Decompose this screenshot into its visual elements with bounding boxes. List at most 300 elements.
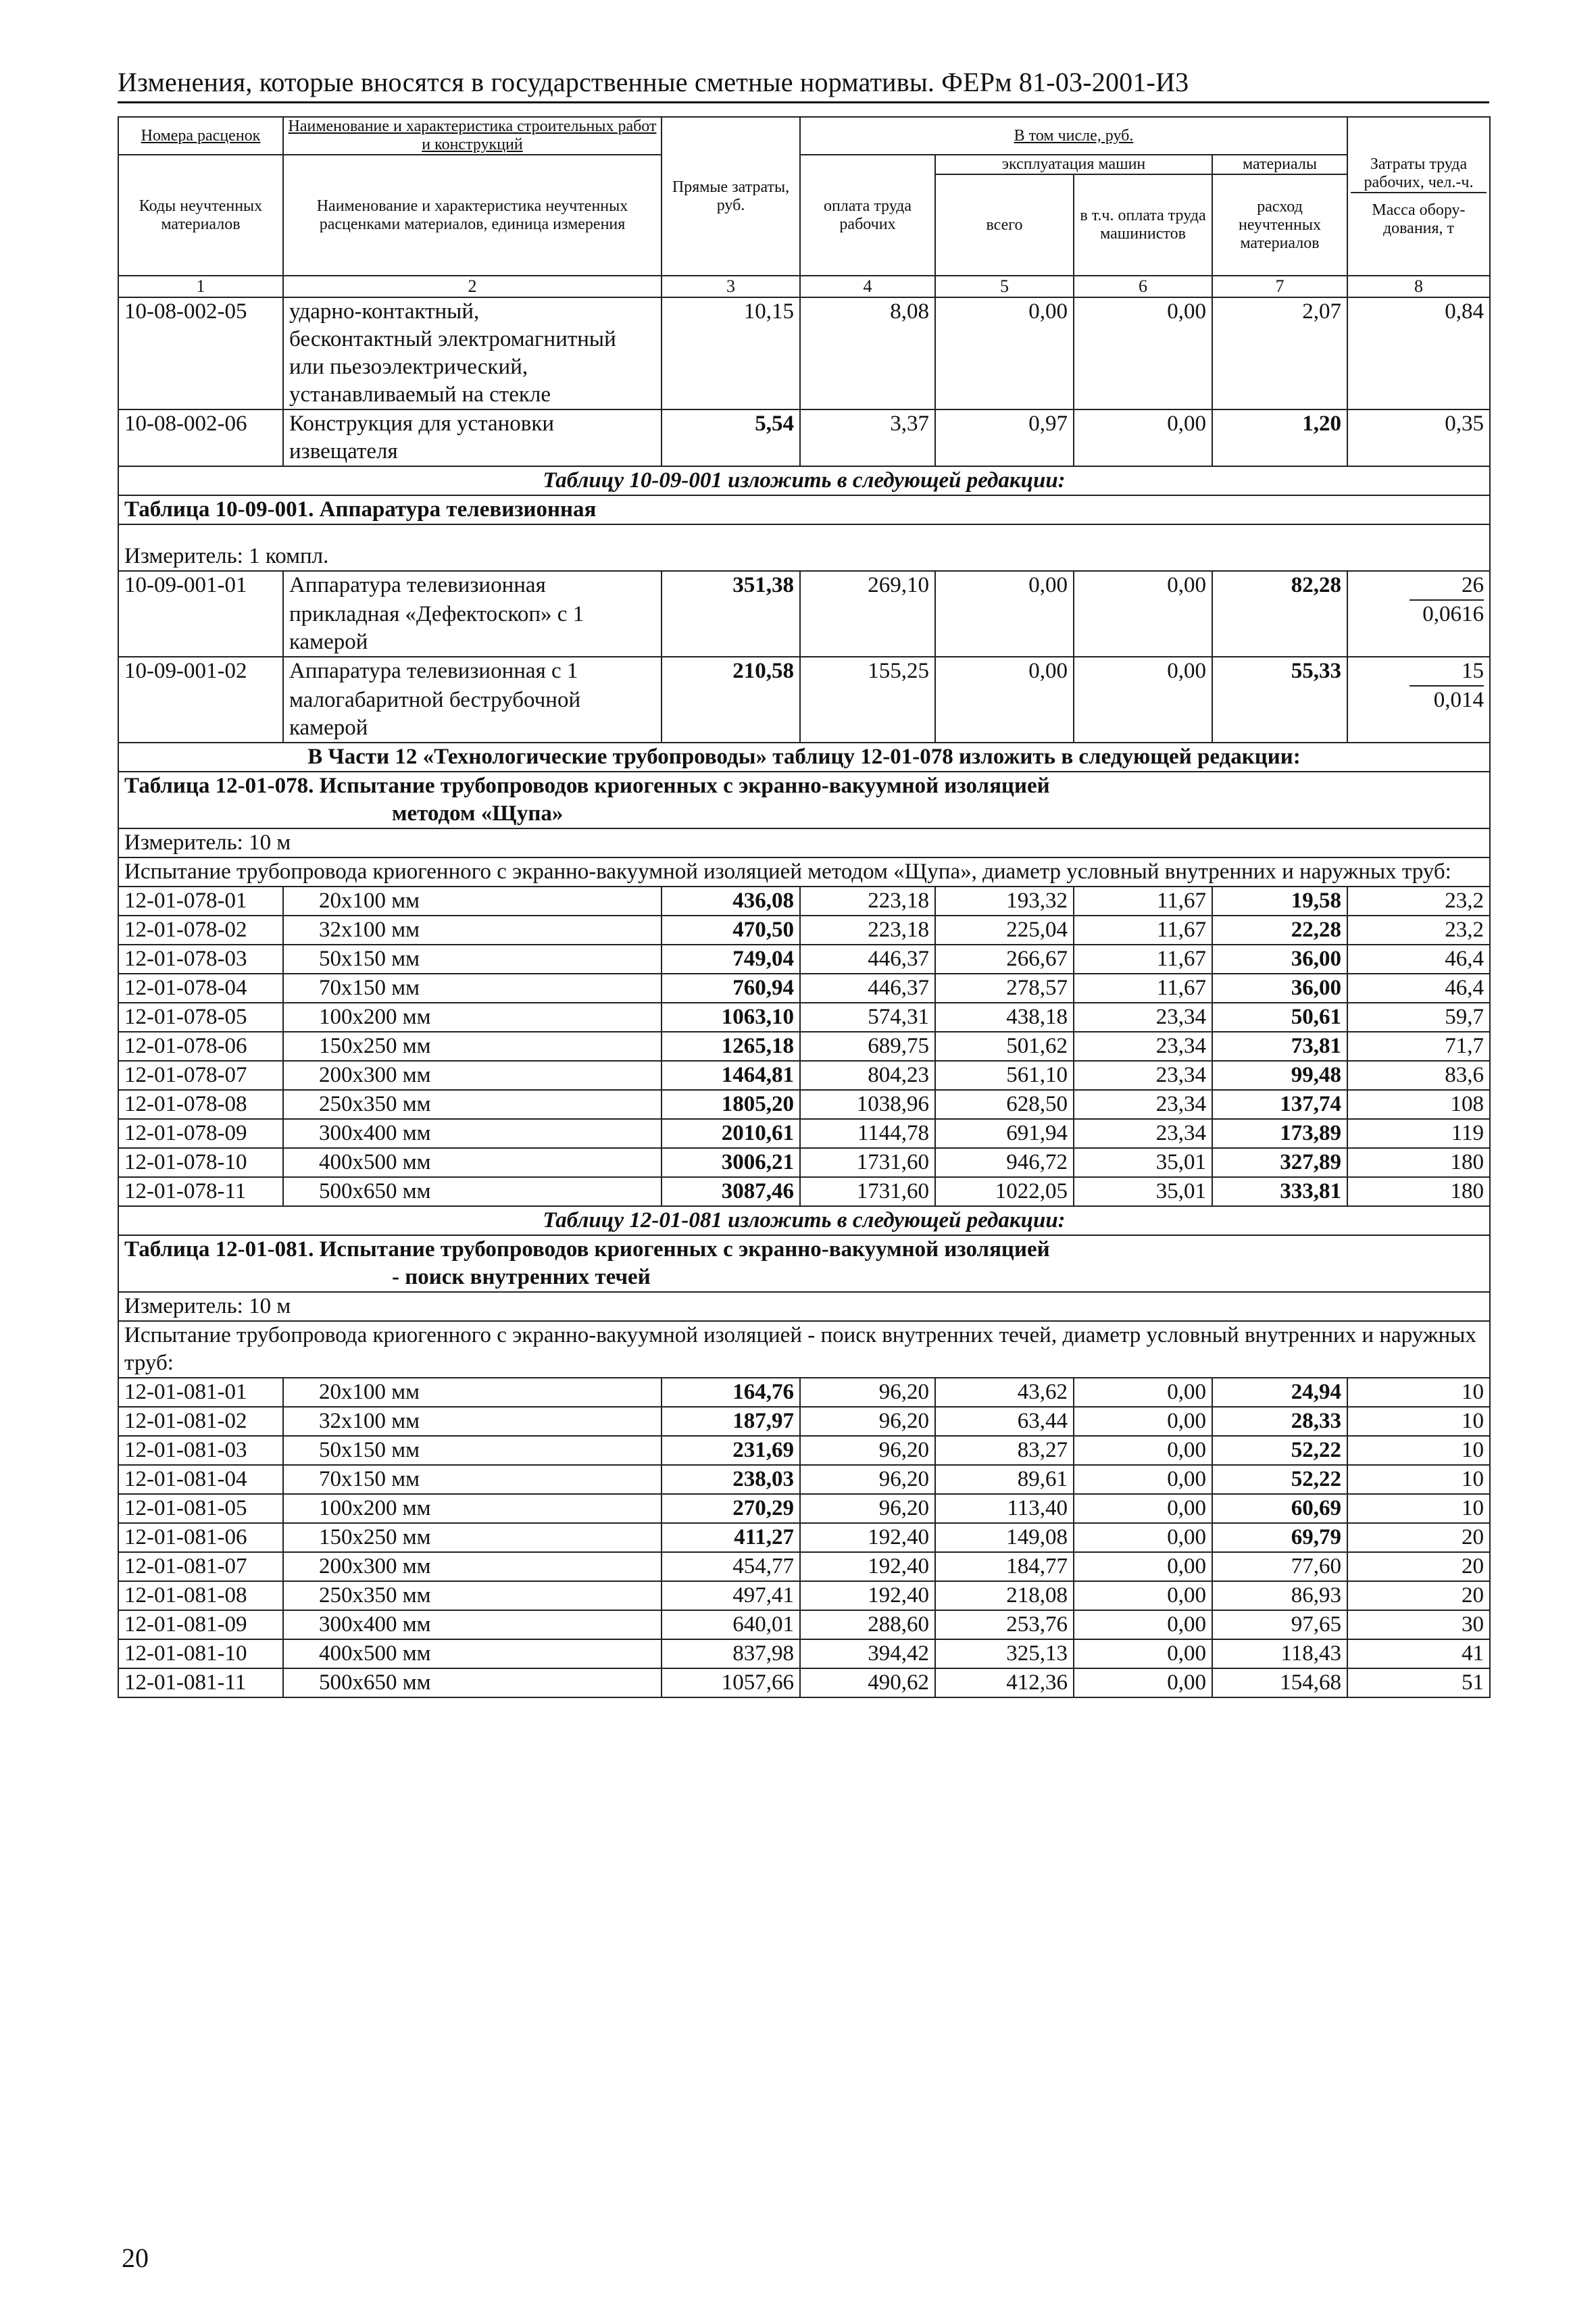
- value-cell: 0,00: [1074, 297, 1212, 326]
- value-cell: [1212, 601, 1347, 628]
- name-cell: Конструкция для установки: [283, 409, 662, 438]
- value-cell: [662, 438, 800, 466]
- labor-cell: [1347, 438, 1490, 466]
- table-title-line: - поиск внутренних течей: [392, 1265, 651, 1289]
- name-cell: ударно-контактный,: [283, 297, 662, 326]
- value-cell: 96,20: [800, 1436, 935, 1465]
- value-cell: 0,00: [1074, 571, 1212, 601]
- value-cell: 837,98: [662, 1639, 800, 1668]
- value-cell: 35,01: [1074, 1148, 1212, 1177]
- value-cell: [1074, 687, 1212, 714]
- value-cell: [1212, 628, 1347, 657]
- value-cell: 327,89: [1212, 1148, 1347, 1177]
- value-cell: [662, 628, 800, 657]
- code-cell: 12-01-078-11: [118, 1177, 283, 1206]
- col1-bottom-header: Коды неучтенных материалов: [118, 155, 283, 276]
- mass-cell: 0,0616: [1347, 601, 1490, 628]
- value-cell: 5,54: [662, 409, 800, 438]
- value-cell: 23,34: [1074, 1032, 1212, 1061]
- column-number: 7: [1212, 276, 1347, 297]
- value-cell: 60,69: [1212, 1494, 1347, 1523]
- name-cell: 400х500 мм: [283, 1148, 662, 1177]
- value-cell: 446,37: [800, 945, 935, 974]
- table-row: [118, 1032, 1490, 1061]
- column-number: 8: [1347, 276, 1490, 297]
- name-cell: 100х200 мм: [283, 1494, 662, 1523]
- value-cell: 192,40: [800, 1523, 935, 1552]
- value-cell: 24,94: [1212, 1378, 1347, 1407]
- included-header: В том числе, руб.: [800, 117, 1347, 155]
- value-cell: 180: [1347, 1148, 1490, 1177]
- labor-cell: [1347, 353, 1490, 381]
- value-cell: 223,18: [800, 916, 935, 945]
- table-row: [118, 1581, 1490, 1610]
- name-cell: 300х400 мм: [283, 1610, 662, 1639]
- value-cell: [800, 381, 935, 409]
- value-cell: [935, 381, 1074, 409]
- column-number: 2: [283, 276, 662, 297]
- column-number: 5: [935, 276, 1074, 297]
- table-row: [118, 1148, 1490, 1177]
- col3-header: Прямые затраты, руб.: [662, 117, 800, 276]
- col8-top-header: Затраты труда рабочих, чел.-ч.: [1351, 155, 1487, 193]
- value-cell: 497,41: [662, 1581, 800, 1610]
- value-cell: [935, 353, 1074, 381]
- section-row: [118, 466, 1490, 495]
- section-row: [118, 1292, 1490, 1321]
- code-cell: 12-01-078-04: [118, 974, 283, 1003]
- value-cell: 184,77: [935, 1552, 1074, 1581]
- code-cell: 12-01-078-03: [118, 945, 283, 974]
- value-cell: [1074, 326, 1212, 353]
- name-cell: 70х150 мм: [283, 1465, 662, 1494]
- value-cell: 30: [1347, 1610, 1490, 1639]
- value-cell: 154,68: [1212, 1668, 1347, 1697]
- value-cell: 69,79: [1212, 1523, 1347, 1552]
- value-cell: 0,00: [1074, 1668, 1212, 1697]
- value-cell: [1074, 628, 1212, 657]
- machines-header: эксплуатация машин: [935, 155, 1212, 174]
- value-cell: 561,10: [935, 1061, 1074, 1090]
- table-row: [118, 1668, 1490, 1697]
- value-cell: 223,18: [800, 887, 935, 916]
- value-cell: 11,67: [1074, 945, 1212, 974]
- code-cell: 12-01-078-10: [118, 1148, 283, 1177]
- value-cell: [935, 714, 1074, 743]
- labor-value: 26: [1410, 572, 1484, 601]
- value-cell: 20: [1347, 1581, 1490, 1610]
- col2-top-header: Наименование и характеристика строительных работ и конструкций: [283, 117, 662, 155]
- table-row: [118, 1639, 1490, 1668]
- value-cell: [935, 628, 1074, 657]
- value-cell: 266,67: [935, 945, 1074, 974]
- code-cell: 12-01-081-06: [118, 1523, 283, 1552]
- name-cell: 100х200 мм: [283, 1003, 662, 1032]
- value-cell: 96,20: [800, 1378, 935, 1407]
- table-row: [118, 974, 1490, 1003]
- value-cell: 23,2: [1347, 887, 1490, 916]
- value-cell: 108: [1347, 1090, 1490, 1119]
- value-cell: 0,00: [935, 571, 1074, 601]
- materials-header: материалы: [1212, 155, 1347, 174]
- value-cell: [1212, 353, 1347, 381]
- value-cell: 113,40: [935, 1494, 1074, 1523]
- value-cell: 83,6: [1347, 1061, 1490, 1090]
- norms-table: [118, 116, 1491, 1698]
- table-row: [118, 1119, 1490, 1148]
- name-cell: 32х100 мм: [283, 1407, 662, 1436]
- table-row: [118, 1494, 1490, 1523]
- name-cell: 400х500 мм: [283, 1639, 662, 1668]
- table-row: [118, 571, 1490, 601]
- value-cell: 41: [1347, 1639, 1490, 1668]
- col2-bottom-header: Наименование и характеристика неучтенных расценками материалов, единица измерения: [283, 155, 662, 276]
- value-cell: 96,20: [800, 1494, 935, 1523]
- code-cell: 12-01-078-02: [118, 916, 283, 945]
- value-cell: 89,61: [935, 1465, 1074, 1494]
- value-cell: 436,08: [662, 887, 800, 916]
- table-row: [118, 916, 1490, 945]
- value-cell: 0,00: [1074, 657, 1212, 687]
- value-cell: 173,89: [1212, 1119, 1347, 1148]
- value-cell: 23,34: [1074, 1003, 1212, 1032]
- column-number: 6: [1074, 276, 1212, 297]
- value-cell: 238,03: [662, 1465, 800, 1494]
- value-cell: [800, 326, 935, 353]
- section-row: [118, 772, 1490, 828]
- code-cell: 12-01-081-05: [118, 1494, 283, 1523]
- code-cell: [118, 353, 283, 381]
- col4-header: оплата труда рабочих: [800, 155, 935, 276]
- value-cell: 20: [1347, 1523, 1490, 1552]
- value-cell: 23,34: [1074, 1090, 1212, 1119]
- code-cell: 12-01-081-08: [118, 1581, 283, 1610]
- value-cell: 0,00: [1074, 1494, 1212, 1523]
- table-row: [118, 1436, 1490, 1465]
- value-cell: 231,69: [662, 1436, 800, 1465]
- name-cell: бесконтактный электромагнитный: [283, 326, 662, 353]
- table-row: [118, 1061, 1490, 1090]
- column-number: 1: [118, 276, 283, 297]
- value-cell: [662, 353, 800, 381]
- value-cell: 454,77: [662, 1552, 800, 1581]
- value-cell: 52,22: [1212, 1436, 1347, 1465]
- labor-cell: [1347, 714, 1490, 743]
- value-cell: 1022,05: [935, 1177, 1074, 1206]
- table-title-line: Таблица 12-01-078. Испытание трубопроводов криогенных с экранно-вакуумной изоляцией: [124, 774, 1050, 798]
- labor-cell: 0,84: [1347, 297, 1490, 326]
- part-heading: В Части 12 «Технологические трубопроводы» таблицу 12-01-078 изложить в следующей редакции:: [118, 743, 1490, 772]
- mass-cell: 0,014: [1347, 687, 1490, 714]
- name-cell: или пьезоэлектрический,: [283, 353, 662, 381]
- code-cell: 10-09-001-02: [118, 657, 283, 687]
- value-cell: 325,13: [935, 1639, 1074, 1668]
- value-cell: 0,00: [1074, 1610, 1212, 1639]
- value-cell: 36,00: [1212, 945, 1347, 974]
- name-cell: Аппаратура телевизионная с 1: [283, 657, 662, 687]
- value-cell: 0,00: [1074, 1581, 1212, 1610]
- value-cell: 10,15: [662, 297, 800, 326]
- value-cell: 0,00: [935, 297, 1074, 326]
- page-number: 20: [122, 2243, 149, 2273]
- table-row: [118, 1523, 1490, 1552]
- table-row: [118, 353, 1490, 381]
- value-cell: 192,40: [800, 1581, 935, 1610]
- page-header: Изменения, которые вносятся в государственные сметные нормативы. ФЕРм 81-03-2001-И3: [118, 66, 1489, 103]
- value-cell: 628,50: [935, 1090, 1074, 1119]
- value-cell: 10: [1347, 1436, 1490, 1465]
- value-cell: 689,75: [800, 1032, 935, 1061]
- col8-bottom-header: Масса обору-дования, т: [1372, 201, 1466, 237]
- value-cell: [1074, 353, 1212, 381]
- value-cell: 749,04: [662, 945, 800, 974]
- value-cell: 46,4: [1347, 974, 1490, 1003]
- value-cell: 36,00: [1212, 974, 1347, 1003]
- value-cell: 46,4: [1347, 945, 1490, 974]
- name-cell: Аппаратура телевизионная: [283, 571, 662, 601]
- value-cell: 187,97: [662, 1407, 800, 1436]
- code-cell: [118, 628, 283, 657]
- value-cell: [800, 601, 935, 628]
- value-cell: [1212, 714, 1347, 743]
- value-cell: 253,76: [935, 1610, 1074, 1639]
- work-description: Испытание трубопровода криогенного с экранно-вакуумной изоляцией - поиск внутренних течей, диаметр условный внутренних и наружных труб:: [118, 1321, 1490, 1378]
- measure-unit: Измеритель: 10 м: [118, 828, 1490, 857]
- name-cell: 150х250 мм: [283, 1032, 662, 1061]
- code-cell: [118, 326, 283, 353]
- value-cell: 225,04: [935, 916, 1074, 945]
- code-cell: 12-01-078-05: [118, 1003, 283, 1032]
- value-cell: 3087,46: [662, 1177, 800, 1206]
- value-cell: 180: [1347, 1177, 1490, 1206]
- table-row: [118, 1552, 1490, 1581]
- col6-header: в т.ч. оплата труда машинистов: [1074, 174, 1212, 276]
- value-cell: 19,58: [1212, 887, 1347, 916]
- value-cell: 640,01: [662, 1610, 800, 1639]
- value-cell: [800, 714, 935, 743]
- value-cell: 23,34: [1074, 1061, 1212, 1090]
- value-cell: [800, 687, 935, 714]
- value-cell: 270,29: [662, 1494, 800, 1523]
- value-cell: 86,93: [1212, 1581, 1347, 1610]
- value-cell: 23,34: [1074, 1119, 1212, 1148]
- value-cell: 63,44: [935, 1407, 1074, 1436]
- code-cell: 12-01-078-06: [118, 1032, 283, 1061]
- value-cell: 2010,61: [662, 1119, 800, 1148]
- code-cell: 12-01-078-01: [118, 887, 283, 916]
- value-cell: 1464,81: [662, 1061, 800, 1090]
- section-row: [118, 1206, 1490, 1235]
- value-cell: [935, 687, 1074, 714]
- value-cell: 20: [1347, 1552, 1490, 1581]
- value-cell: 1038,96: [800, 1090, 935, 1119]
- value-cell: [662, 687, 800, 714]
- value-cell: 0,00: [1074, 1639, 1212, 1668]
- labor-value: 15: [1410, 657, 1484, 687]
- value-cell: [662, 601, 800, 628]
- value-cell: 28,33: [1212, 1407, 1347, 1436]
- value-cell: [935, 326, 1074, 353]
- value-cell: 3006,21: [662, 1148, 800, 1177]
- value-cell: 82,28: [1212, 571, 1347, 601]
- name-cell: устанавливаемый на стекле: [283, 381, 662, 409]
- value-cell: 10: [1347, 1407, 1490, 1436]
- code-cell: 10-08-002-05: [118, 297, 283, 326]
- table-row: [118, 381, 1490, 409]
- table-title: [118, 1235, 1490, 1292]
- value-cell: 193,32: [935, 887, 1074, 916]
- value-cell: 51: [1347, 1668, 1490, 1697]
- value-cell: 0,00: [935, 657, 1074, 687]
- name-cell: 150х250 мм: [283, 1523, 662, 1552]
- code-cell: 12-01-081-07: [118, 1552, 283, 1581]
- value-cell: [1074, 438, 1212, 466]
- measure-unit: Измеритель: 1 компл.: [118, 524, 1490, 571]
- table-row: [118, 1003, 1490, 1032]
- value-cell: 1057,66: [662, 1668, 800, 1697]
- value-cell: 83,27: [935, 1436, 1074, 1465]
- value-cell: 22,28: [1212, 916, 1347, 945]
- name-cell: 70х150 мм: [283, 974, 662, 1003]
- value-cell: [1212, 326, 1347, 353]
- section-row: [118, 495, 1490, 524]
- name-cell: прикладная «Дефектоскоп» с 1: [283, 601, 662, 628]
- value-cell: 59,7: [1347, 1003, 1490, 1032]
- section-row: [118, 1321, 1490, 1378]
- value-cell: 1,20: [1212, 409, 1347, 438]
- value-cell: 394,42: [800, 1639, 935, 1668]
- value-cell: [800, 438, 935, 466]
- section-caption: Таблицу 12-01-081 изложить в следующей редакции:: [118, 1206, 1490, 1235]
- name-cell: 250х350 мм: [283, 1090, 662, 1119]
- value-cell: 946,72: [935, 1148, 1074, 1177]
- value-cell: 11,67: [1074, 887, 1212, 916]
- table-row: [118, 945, 1490, 974]
- value-cell: 210,58: [662, 657, 800, 687]
- table-row: [118, 887, 1490, 916]
- labor-cell: [1347, 628, 1490, 657]
- column-number: 3: [662, 276, 800, 297]
- value-cell: [1212, 687, 1347, 714]
- table-row: [118, 326, 1490, 353]
- value-cell: 10: [1347, 1465, 1490, 1494]
- table-row: [118, 687, 1490, 714]
- col7-header: расход неучтенных материалов: [1212, 174, 1347, 276]
- value-cell: 137,74: [1212, 1090, 1347, 1119]
- name-cell: 20х100 мм: [283, 1378, 662, 1407]
- value-cell: [1074, 601, 1212, 628]
- value-cell: 438,18: [935, 1003, 1074, 1032]
- value-cell: 43,62: [935, 1378, 1074, 1407]
- code-cell: [118, 714, 283, 743]
- code-cell: 10-09-001-01: [118, 571, 283, 601]
- value-cell: [800, 628, 935, 657]
- value-cell: 11,67: [1074, 974, 1212, 1003]
- value-cell: 0,00: [1074, 1523, 1212, 1552]
- value-cell: 99,48: [1212, 1061, 1347, 1090]
- table-row: [118, 1378, 1490, 1407]
- code-cell: 12-01-081-11: [118, 1668, 283, 1697]
- section-row: [118, 1235, 1490, 1292]
- code-cell: [118, 687, 283, 714]
- value-cell: 411,27: [662, 1523, 800, 1552]
- value-cell: [1074, 381, 1212, 409]
- value-cell: 760,94: [662, 974, 800, 1003]
- value-cell: 1144,78: [800, 1119, 935, 1148]
- value-cell: 0,00: [1074, 1436, 1212, 1465]
- code-cell: [118, 601, 283, 628]
- value-cell: 119: [1347, 1119, 1490, 1148]
- value-cell: 1805,20: [662, 1090, 800, 1119]
- value-cell: 155,25: [800, 657, 935, 687]
- value-cell: 10: [1347, 1494, 1490, 1523]
- table-row: [118, 1090, 1490, 1119]
- value-cell: 470,50: [662, 916, 800, 945]
- code-cell: [118, 381, 283, 409]
- code-cell: 12-01-081-01: [118, 1378, 283, 1407]
- table-row: [118, 1177, 1490, 1206]
- col5-header: всего: [935, 174, 1074, 276]
- table-row: [118, 297, 1490, 326]
- table-row: [118, 438, 1490, 466]
- value-cell: 501,62: [935, 1032, 1074, 1061]
- value-cell: 351,38: [662, 571, 800, 601]
- table-title-line: методом «Щупа»: [392, 801, 564, 826]
- value-cell: 333,81: [1212, 1177, 1347, 1206]
- col1-top-header: Номера расценок: [118, 117, 283, 155]
- section-row: [118, 524, 1490, 571]
- table-row: [118, 1407, 1490, 1436]
- value-cell: 1063,10: [662, 1003, 800, 1032]
- value-cell: 96,20: [800, 1407, 935, 1436]
- code-cell: 12-01-081-09: [118, 1610, 283, 1639]
- value-cell: [662, 714, 800, 743]
- value-cell: 1731,60: [800, 1177, 935, 1206]
- value-cell: [1074, 714, 1212, 743]
- table-row: [118, 409, 1490, 438]
- value-cell: 490,62: [800, 1668, 935, 1697]
- value-cell: 1265,18: [662, 1032, 800, 1061]
- value-cell: 52,22: [1212, 1465, 1347, 1494]
- value-cell: [662, 381, 800, 409]
- value-cell: 50,61: [1212, 1003, 1347, 1032]
- value-cell: [935, 601, 1074, 628]
- code-cell: 12-01-078-09: [118, 1119, 283, 1148]
- value-cell: 0,00: [1074, 1378, 1212, 1407]
- table-title-line: Таблица 10-09-001. Аппаратура телевизионная: [124, 497, 597, 522]
- value-cell: 96,20: [800, 1465, 935, 1494]
- value-cell: 97,65: [1212, 1610, 1347, 1639]
- value-cell: 0,00: [1074, 1552, 1212, 1581]
- code-cell: 12-01-081-02: [118, 1407, 283, 1436]
- value-cell: 574,31: [800, 1003, 935, 1032]
- value-cell: 1731,60: [800, 1148, 935, 1177]
- name-cell: 200х300 мм: [283, 1552, 662, 1581]
- labor-cell: [1347, 381, 1490, 409]
- column-number: 4: [800, 276, 935, 297]
- value-cell: 0,97: [935, 409, 1074, 438]
- value-cell: 149,08: [935, 1523, 1074, 1552]
- value-cell: 23,2: [1347, 916, 1490, 945]
- value-cell: 3,37: [800, 409, 935, 438]
- value-cell: [800, 353, 935, 381]
- table-title-line: Таблица 12-01-081. Испытание трубопроводов криогенных с экранно-вакуумной изоляцией: [124, 1237, 1050, 1262]
- name-cell: 50х150 мм: [283, 945, 662, 974]
- name-cell: 300х400 мм: [283, 1119, 662, 1148]
- code-cell: 12-01-078-08: [118, 1090, 283, 1119]
- code-cell: 10-08-002-06: [118, 409, 283, 438]
- value-cell: 269,10: [800, 571, 935, 601]
